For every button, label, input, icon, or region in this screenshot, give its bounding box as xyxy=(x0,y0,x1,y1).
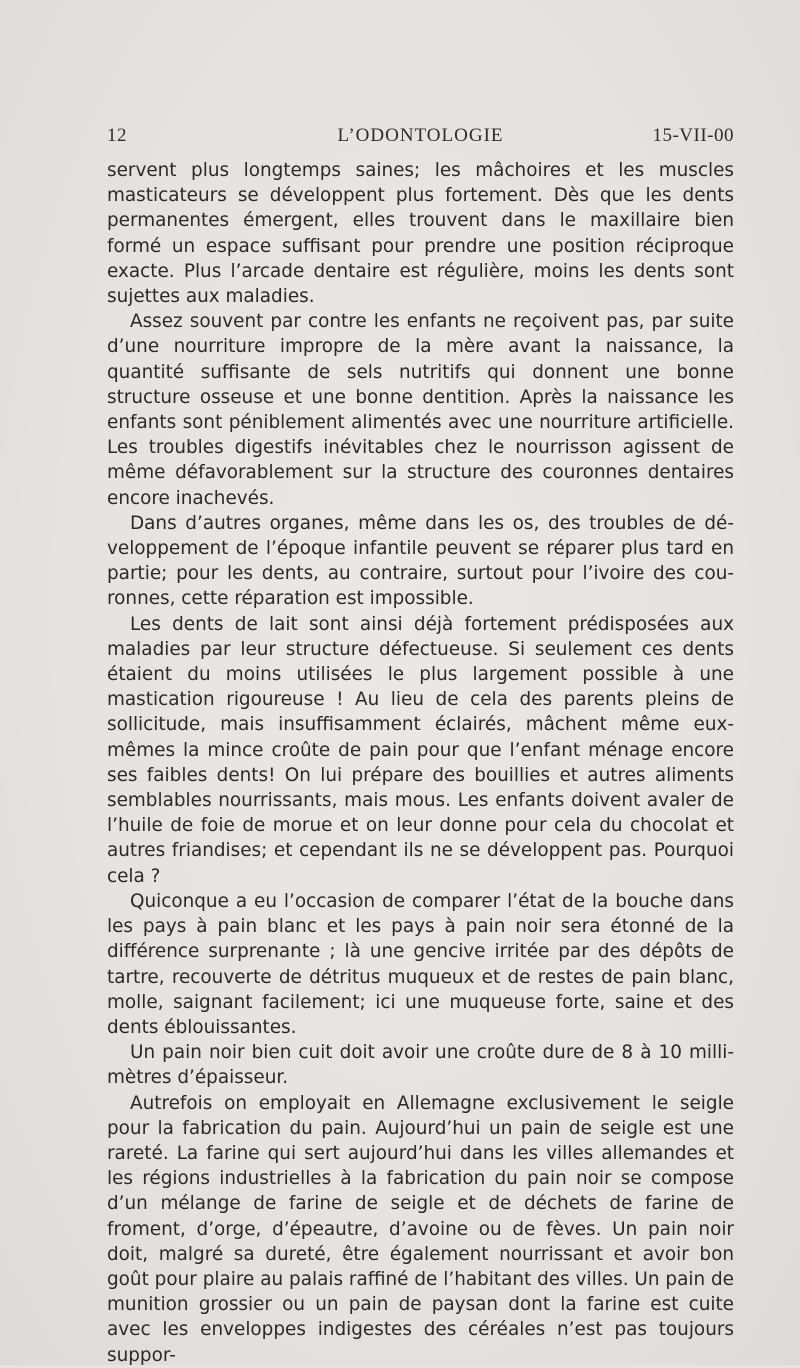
article-body xyxy=(107,158,734,1368)
journal-title: L’ODONTOLOGIE xyxy=(337,125,504,146)
paragraph-6: Un pain noir bien cuit doit avoir une croûte dure de 8 à 10 millimètres d’épaisseur. xyxy=(107,1042,734,1089)
page-number: 12 xyxy=(107,125,127,146)
issue-date: 15-VII-00 xyxy=(652,125,734,146)
paragraph-4: Les dents de lait sont ainsi déjà fortement prédisposées aux maladies par leur structure défectueuse. Si seulement ces dents étaient du moins utilisées le plus largement possible à une mastication rigoureuse ! Au lieu de cela des parents pleins de sollicitude, mais insuffisamment éclairés, mâchent même eux-mêmes la mince croûte de pain pour que l’enfant ménage encore ses faibles dents! On lui prépare des bouillies et autres aliments semblables nourrissants, mais mous. Les enfants doivent avaler de l’huile de foie de morue et on leur donne pour cela du chocolat et autres friandises; et cependant ils ne se développent pas. Pourquoi cela ? xyxy=(107,613,734,887)
running-header xyxy=(107,125,734,153)
paragraph-7: Autrefois on employait en Allemagne exclusivement le seigle pour la fabrication du pain. Aujourd’hui un pain de seigle est une rareté. La farine qui sert aujourd’hui dans les villes allemandes et les régions industrielles à la fabrication du pain noir se compose d’un mélange de farine de seigle et de déchets de farine de froment, d’orge, d’épeautre, d’avoine ou de fèves. Un pain noir doit, malgré sa dureté, être également nourrissant et avoir bon goût pour plaire au palais raffiné de l’habitant des villes. Un pain de munition grossier ou un pain de paysan dont la farine est cuite avec les enveloppes indigestes des céréales n’est pas toujours suppor- xyxy=(107,1092,734,1366)
paragraph-5: Quiconque a eu l’occasion de comparer l’état de la bouche dans les pays à pain blanc et les pays à pain noir sera étonné de la différence surprenante ; là une gencive irritée par des dépôts de tartre, recouverte de détritus muqueux et de restes de pain blanc, molle, saignant facilement; ici une muqueuse forte, saine et des dents éblouissantes. xyxy=(107,890,734,1038)
paragraph-2: Assez souvent par contre les enfants ne reçoivent pas, par suite d’une nourriture impropre de la mère avant la naissance, la quantité suffisante de sels nutritifs qui donnent une bonne structure osseuse et une bonne dentition. Après la naissance les enfants sont péniblement alimentés avec une nourriture artificielle. Les troubles digestifs inévitables chez le nourrisson agissent de même défavorablement sur la structure des couronnes dentaires encore inachevés. xyxy=(107,311,734,509)
paragraph-3: Dans d’autres organes, même dans les os, des troubles de développement de l’époque infantile peuvent se réparer plus tard en partie; pour les dents, au contraire, surtout pour l’ivoire des couronnes, cette réparation est impossible. xyxy=(107,512,734,610)
paragraph-1: servent plus longtemps saines; les mâchoires et les muscles masticateurs se développent plus fortement. Dès que les dents permanentes émergent, elles trouvent dans le maxillaire bien formé un espace suffisant pour prendre une position réciproque exacte. Plus l’arcade dentaire est régulière, moins les dents sont sujettes aux maladies. xyxy=(107,160,734,308)
